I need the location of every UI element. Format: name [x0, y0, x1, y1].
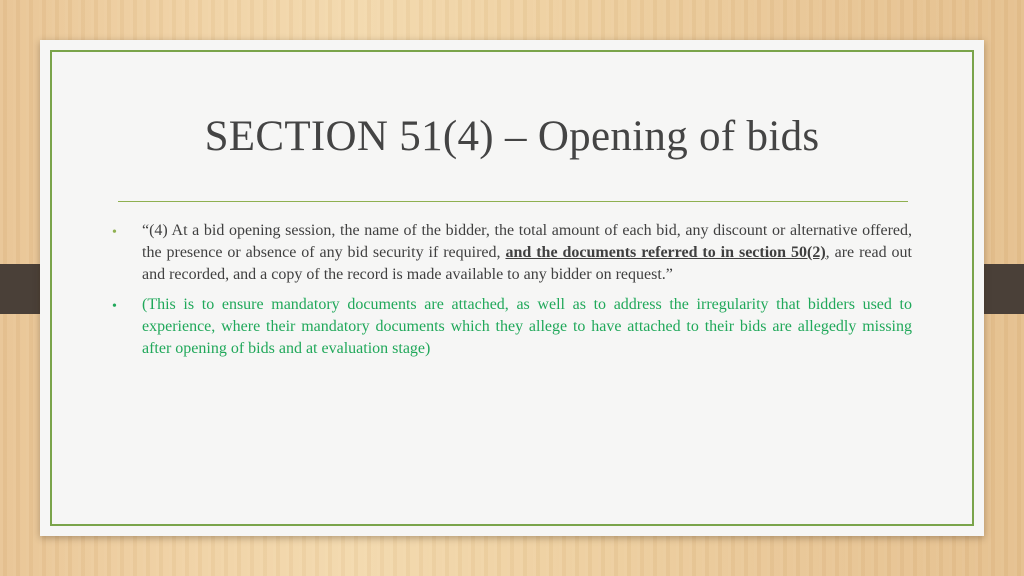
- slide-card: [40, 40, 984, 536]
- bullet-list: [112, 220, 912, 368]
- title-divider: [118, 201, 908, 202]
- bullet-quote-section-51-4: [112, 220, 912, 286]
- bullet-emphasis-text: and the documents referred to in section 50(2): [505, 244, 826, 261]
- bullet-text-before: “(4) At a bid opening session, the name of the bidder, the total amount of each bid, any discount or alternative offered, the presence or absence of any bid security if required,: [142, 222, 912, 261]
- bullet-explanation-note: [112, 294, 912, 360]
- bullet-note-text: (This is to ensure mandatory documents are attached, as well as to address the irregularity that bidders used to experience, where their mandatory documents which they allege to have attached to their bids are allegedly missing after opening of bids and at evaluation stage): [142, 296, 912, 357]
- slide-title: SECTION 51(4) – Opening of bids: [204, 113, 820, 160]
- bullet-marker-icon: •: [112, 225, 117, 240]
- bullet-text-after: , are read out and recorded, and a copy of the record is made available to any bidder on request.”: [142, 244, 913, 283]
- bullet-marker-icon: •: [112, 299, 117, 314]
